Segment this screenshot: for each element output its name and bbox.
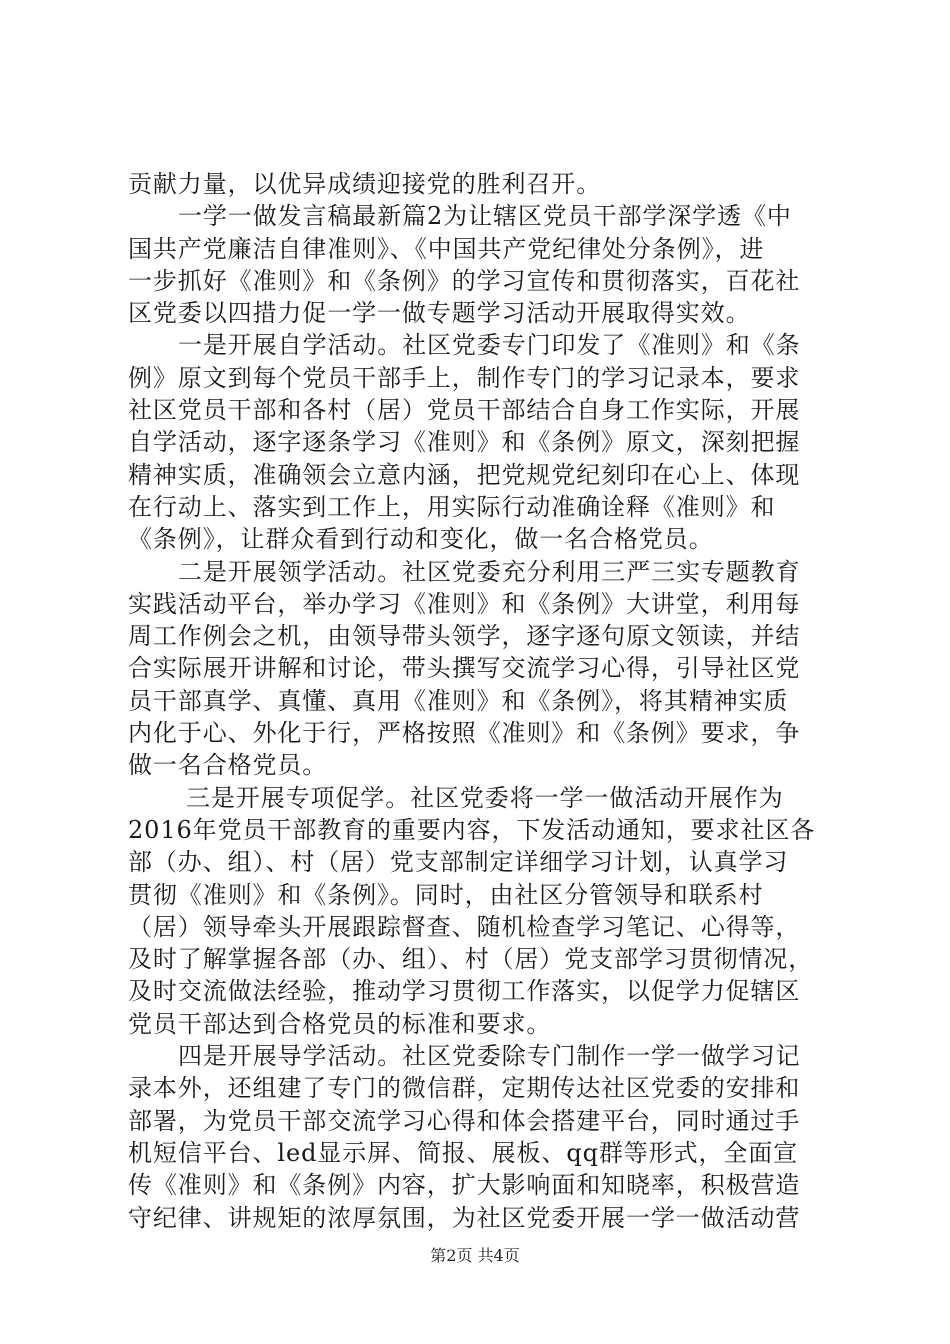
- text-line: 合实际展开讲解和讨论，带头撰写交流学习心得，引导社区党: [128, 654, 801, 683]
- text-line: （居）领导牵头开展跟踪督查、随机检查学习笔记、心得等，: [128, 912, 801, 941]
- text-line: 做一名合格党员。: [128, 751, 328, 780]
- text-line: 部署，为党员干部交流学习心得和体会搭建平台，同时通过手: [128, 1106, 801, 1135]
- text-line: 党员干部达到合格党员的标准和要求。: [128, 1009, 552, 1038]
- text-line: 自学活动，逐字逐条学习《准则》和《条例》原文，深刻把握: [128, 428, 801, 457]
- text-line: 守纪律、讲规矩的浓厚氛围，为社区党委开展一学一做活动营: [128, 1203, 801, 1232]
- text-line: 及时交流做法经验，推动学习贯彻工作落实，以促学力促辖区: [128, 977, 801, 1006]
- text-line: 录本外，还组建了专门的微信群，定期传达社区党委的安排和: [128, 1074, 801, 1103]
- text-line: 在行动上、落实到工作上，用实际行动准确诠释《准则》和: [128, 492, 776, 521]
- document-body: [128, 168, 844, 1234]
- text-line: 社区党员干部和各村（居）党员干部结合自身工作实际，开展: [128, 396, 801, 425]
- paragraph-start-line: 三是开展专项促学。社区党委将一学一做活动开展作为: [186, 783, 784, 812]
- paragraph-start-line: 二是开展领学活动。社区党委充分利用三严三实专题教育: [178, 557, 801, 586]
- text-line: 国共产党廉洁自律准则》、《中国共产党纪律处分条例》，进: [128, 234, 765, 263]
- text-line: 贡献力量，以优异成绩迎接党的胜利召开。: [128, 170, 602, 198]
- text-line: 机短信平台、led显示屏、简报、展板、qq群等形式，全面宣: [128, 1138, 799, 1167]
- text-line: 《条例》，让群众看到行动和变化，做一名合格党员。: [128, 525, 714, 554]
- text-line: 员干部真学、真懂、真用《准则》和《条例》，将其精神实质: [128, 686, 789, 715]
- text-line: 部（办、组）、村（居）党支部制定详细学习计划，认真学习: [128, 848, 789, 877]
- page-number-footer: 第2页 共4页: [430, 1246, 520, 1265]
- text-line: 2016年党员干部教育的重要内容，下发活动通知，要求社区各: [128, 815, 816, 844]
- text-line: 及时了解掌握各部（办、组）、村（居）党支部学习贯彻情况，: [128, 945, 814, 974]
- text-line: 内化于心、外化于行，严格按照《准则》和《条例》要求，争: [128, 719, 801, 748]
- text-line: 区党委以四措力促一学一做专题学习活动开展取得实效。: [128, 299, 751, 328]
- text-line: 贯彻《准则》和《条例》。同时，由社区分管领导和联系村: [128, 880, 764, 909]
- paragraph-start-line: 四是开展导学活动。社区党委除专门制作一学一做学习记: [178, 1042, 801, 1071]
- text-line: 例》原文到每个党员干部手上，制作专门的学习记录本，要求: [128, 363, 801, 392]
- text-line: 一步抓好《准则》和《条例》的学习宣传和贯彻落实，百花社: [128, 266, 801, 295]
- text-line: 精神实质，准确领会立意内涵，把党规党纪刻印在心上、体现: [128, 460, 801, 489]
- text-line: 周工作例会之机，由领导带头领学，逐字逐句原文领读，并结: [128, 622, 801, 651]
- paragraph-start-line: 一是开展自学活动。社区党委专门印发了《准则》和《条: [178, 331, 801, 360]
- text-line: 实践活动平台，举办学习《准则》和《条例》大讲堂，利用每: [128, 589, 801, 618]
- paragraph-start-line: 一学一做发言稿最新篇2为让辖区党员干部学深学透《中: [178, 202, 792, 231]
- text-line: 传《准则》和《条例》内容，扩大影响面和知晓率，积极营造: [128, 1171, 801, 1200]
